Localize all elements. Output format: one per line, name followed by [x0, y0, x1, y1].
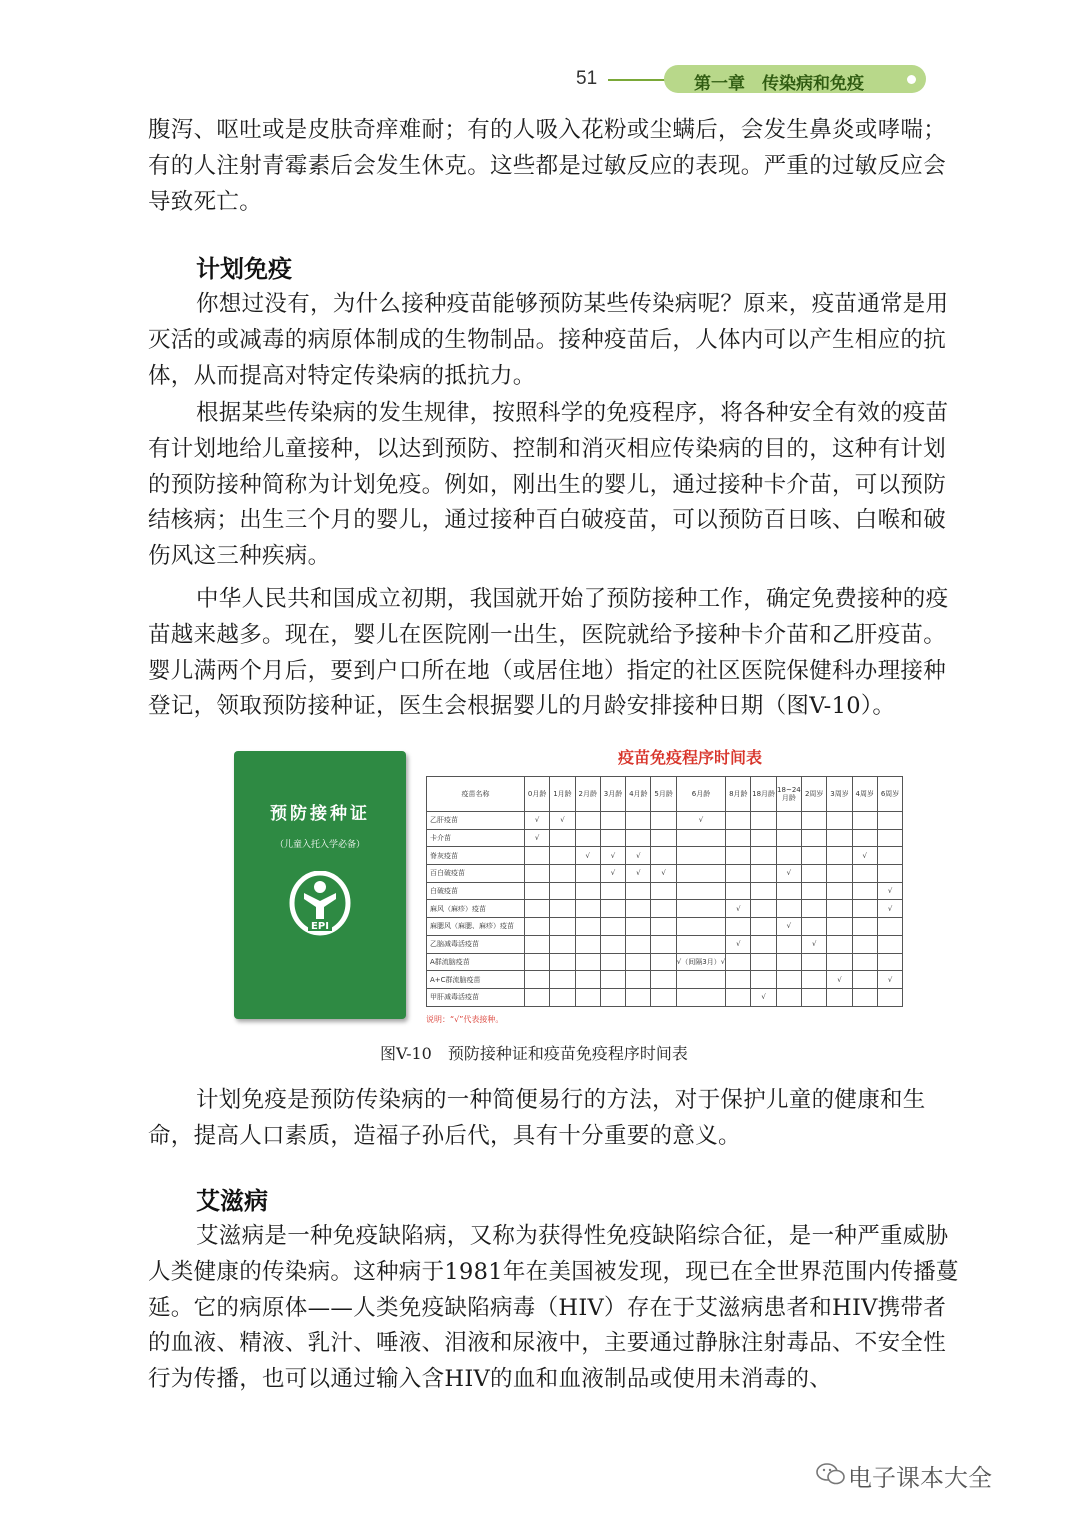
- table-row: [427, 829, 903, 847]
- schedule-cell: √: [802, 935, 827, 953]
- table-row: [427, 988, 903, 1006]
- schedule-cell: [852, 953, 877, 971]
- schedule-cell: [827, 953, 852, 971]
- schedule-cell: [600, 988, 625, 1006]
- table-body: [427, 812, 903, 1007]
- column-header: 1月龄: [550, 777, 575, 812]
- column-header: 6周岁: [877, 777, 902, 812]
- figure-v10: [228, 745, 908, 1030]
- column-header: 4周岁: [852, 777, 877, 812]
- table-row: [427, 971, 903, 989]
- schedule-cell: [827, 847, 852, 865]
- schedule-cell: [802, 988, 827, 1006]
- epi-logo-icon: [288, 871, 352, 939]
- schedule-cell: [550, 953, 575, 971]
- schedule-cell: [776, 812, 801, 830]
- schedule-cell: [726, 847, 751, 865]
- schedule-cell: [877, 988, 902, 1006]
- schedule-cell: √: [600, 847, 625, 865]
- vaccine-name-cell: 麻风（麻疹）疫苗: [427, 900, 525, 918]
- schedule-cell: [751, 918, 776, 936]
- schedule-cell: [852, 935, 877, 953]
- paragraph-aids-text: 艾滋病是一种免疫缺陷病，又称为获得性免疫缺陷综合征，是一种严重威胁人类健康的传染病。这种病于1981年在美国被发现，现已在全世界范围内传播蔓延。它的病原体——人类免疫缺陷病毒（HIV）存在于艾滋病患者和HIV携带者的血液、精液、乳汁、唾液、泪液和尿液中，主要通过静脉注射毒品、不安全性行为传播，也可以通过输入含HIV的血和血液制品或使用未消毒的、: [148, 1223, 959, 1393]
- schedule-cell: [600, 829, 625, 847]
- chapter-title: 第一章 传染病和免疫: [694, 74, 864, 94]
- schedule-cell: √: [600, 865, 625, 883]
- schedule-cell: [852, 971, 877, 989]
- schedule-cell: [827, 988, 852, 1006]
- schedule-cell: [676, 900, 725, 918]
- schedule-cell: [676, 935, 725, 953]
- table-row: [427, 865, 903, 883]
- paragraph-significance: [148, 1083, 968, 1155]
- schedule-cell: [651, 812, 676, 830]
- schedule-cell: [676, 918, 725, 936]
- schedule-cell: √（间隔3月）√: [676, 953, 725, 971]
- schedule-cell: [600, 971, 625, 989]
- schedule-cell: [877, 935, 902, 953]
- schedule-cell: [751, 900, 776, 918]
- schedule-cell: [877, 918, 902, 936]
- column-header: 18月龄: [751, 777, 776, 812]
- schedule-cell: √: [550, 812, 575, 830]
- paragraph-allergy-end: 腹泻、呕吐或是皮肤奇痒难耐；有的人吸入花粉或尘螨后，会发生鼻炎或哮喘；有的人注射青霉素后会发生休克。这些都是过敏反应的表现。严重的过敏反应会导致死亡。: [148, 117, 947, 215]
- table-row: [427, 953, 903, 971]
- schedule-cell: [751, 847, 776, 865]
- schedule-cell: [600, 812, 625, 830]
- vaccination-card-image: [234, 751, 406, 1019]
- schedule-cell: [676, 971, 725, 989]
- schedule-table-title: 疫苗免疫程序时间表: [618, 748, 763, 767]
- schedule-cell: [525, 935, 550, 953]
- vaccine-name-cell: 乙肝疫苗: [427, 812, 525, 830]
- watermark-text: 电子课本大全: [848, 1464, 992, 1492]
- schedule-cell: √: [575, 847, 600, 865]
- schedule-cell: [877, 865, 902, 883]
- schedule-cell: [575, 865, 600, 883]
- schedule-cell: [626, 988, 651, 1006]
- schedule-cell: [651, 953, 676, 971]
- schedule-cell: [626, 953, 651, 971]
- schedule-cell: √: [827, 971, 852, 989]
- schedule-cell: [726, 865, 751, 883]
- column-header: 8月龄: [726, 777, 751, 812]
- card-title: 预防接种证: [270, 804, 370, 824]
- vaccine-name-cell: 卡介苗: [427, 829, 525, 847]
- schedule-cell: [626, 882, 651, 900]
- schedule-cell: [852, 900, 877, 918]
- column-header: 0月龄: [525, 777, 550, 812]
- schedule-cell: [651, 882, 676, 900]
- schedule-cell: [726, 882, 751, 900]
- schedule-cell: [525, 971, 550, 989]
- header-divider: [608, 79, 666, 81]
- schedule-cell: [877, 829, 902, 847]
- schedule-cell: [827, 812, 852, 830]
- schedule-cell: [852, 918, 877, 936]
- vaccine-name-cell: 脊灰疫苗: [427, 847, 525, 865]
- card-subtitle: （儿童入托入学必备）: [274, 840, 365, 850]
- schedule-cell: [651, 900, 676, 918]
- schedule-cell: [550, 971, 575, 989]
- schedule-cell: [776, 988, 801, 1006]
- schedule-cell: [600, 900, 625, 918]
- column-header: 18~24月龄: [776, 777, 801, 812]
- vaccine-name-cell: 麻腮风（麻腮、麻疹）疫苗: [427, 918, 525, 936]
- schedule-cell: [676, 829, 725, 847]
- schedule-cell: [651, 971, 676, 989]
- schedule-cell: [776, 900, 801, 918]
- schedule-cell: [726, 829, 751, 847]
- schedule-cell: [726, 971, 751, 989]
- page-header: [560, 62, 930, 96]
- schedule-cell: [726, 918, 751, 936]
- schedule-cell: [575, 935, 600, 953]
- schedule-cell: [877, 812, 902, 830]
- schedule-cell: [575, 900, 600, 918]
- schedule-cell: [802, 829, 827, 847]
- dot-icon: [907, 75, 916, 84]
- schedule-cell: [550, 829, 575, 847]
- table-header-row: [427, 777, 903, 812]
- schedule-cell: [776, 847, 801, 865]
- schedule-cell: [600, 918, 625, 936]
- schedule-cell: [651, 935, 676, 953]
- heading-aids: 艾滋病: [196, 1187, 268, 1215]
- table-row: [427, 812, 903, 830]
- schedule-cell: [575, 953, 600, 971]
- vaccine-name-cell: A+C群流脑疫苗: [427, 971, 525, 989]
- column-header: 4月龄: [626, 777, 651, 812]
- schedule-cell: [852, 829, 877, 847]
- schedule-cell: [827, 865, 852, 883]
- schedule-cell: [651, 988, 676, 1006]
- figure-caption: 图V-10 预防接种证和疫苗免疫程序时间表: [380, 1044, 688, 1063]
- wechat-icon: [816, 1462, 846, 1486]
- schedule-cell: [651, 847, 676, 865]
- schedule-cell: [852, 865, 877, 883]
- schedule-cell: [827, 935, 852, 953]
- schedule-cell: [651, 918, 676, 936]
- schedule-cell: √: [776, 865, 801, 883]
- schedule-cell: [575, 882, 600, 900]
- schedule-cell: [575, 812, 600, 830]
- schedule-cell: [877, 953, 902, 971]
- schedule-cell: [802, 900, 827, 918]
- schedule-cell: [802, 971, 827, 989]
- vaccine-name-cell: A群流脑疫苗: [427, 953, 525, 971]
- paragraph-history-text: 中华人民共和国成立初期，我国就开始了预防接种工作，确定免费接种的疫苗越来越多。现在，婴儿在医院刚一出生，医院就给予接种卡介苗和乙肝疫苗。婴儿满两个月后，要到户口所在地（或居住地）指定的社区医院保健科办理接种登记，领取预防接种证，医生会根据婴儿的月龄安排接种日期（图V-10）。: [148, 586, 949, 720]
- chapter-badge: [664, 65, 926, 93]
- schedule-cell: √: [651, 865, 676, 883]
- schedule-cell: [827, 882, 852, 900]
- schedule-cell: [751, 829, 776, 847]
- schedule-cell: [776, 935, 801, 953]
- schedule-cell: [575, 829, 600, 847]
- heading-planned-immunization: 计划免疫: [196, 255, 292, 283]
- schedule-cell: [676, 882, 725, 900]
- schedule-cell: √: [877, 900, 902, 918]
- schedule-cell: [626, 900, 651, 918]
- schedule-cell: √: [676, 812, 725, 830]
- schedule-cell: [776, 882, 801, 900]
- schedule-cell: √: [877, 971, 902, 989]
- schedule-cell: [575, 988, 600, 1006]
- schedule-cell: [651, 829, 676, 847]
- vaccine-name-cell: 甲肝减毒活疫苗: [427, 988, 525, 1006]
- schedule-cell: [600, 935, 625, 953]
- table-row: [427, 847, 903, 865]
- schedule-cell: [575, 918, 600, 936]
- paragraph-history: [148, 582, 968, 725]
- schedule-cell: [852, 988, 877, 1006]
- schedule-cell: [525, 988, 550, 1006]
- paragraph-significance-text: 计划免疫是预防传染病的一种简便易行的方法，对于保护儿童的健康和生命，提高人口素质，造福子孙后代，具有十分重要的意义。: [148, 1087, 926, 1149]
- schedule-cell: [802, 812, 827, 830]
- schedule-cell: [776, 953, 801, 971]
- schedule-cell: [525, 847, 550, 865]
- schedule-cell: [802, 882, 827, 900]
- vaccine-name-cell: 百白破疫苗: [427, 865, 525, 883]
- schedule-cell: [676, 847, 725, 865]
- schedule-cell: √: [751, 988, 776, 1006]
- schedule-cell: [751, 865, 776, 883]
- paragraph-planned-immunization: [148, 396, 968, 575]
- vaccine-name-cell: 乙脑减毒活疫苗: [427, 935, 525, 953]
- table-row: [427, 900, 903, 918]
- schedule-cell: [626, 971, 651, 989]
- schedule-cell: [600, 953, 625, 971]
- paragraph-vaccine-why: [148, 287, 968, 394]
- schedule-cell: [550, 865, 575, 883]
- schedule-cell: [751, 953, 776, 971]
- schedule-cell: [751, 935, 776, 953]
- schedule-cell: [550, 918, 575, 936]
- vaccine-schedule-table: [426, 776, 903, 1007]
- schedule-cell: [550, 935, 575, 953]
- schedule-cell: [626, 935, 651, 953]
- table-row: [427, 935, 903, 953]
- schedule-cell: [525, 865, 550, 883]
- schedule-cell: √: [726, 935, 751, 953]
- paragraph-planned-immunization-text: 根据某些传染病的发生规律，按照科学的免疫程序，将各种安全有效的疫苗有计划地给儿童接种，以达到预防、控制和消灭相应传染病的目的，这种有计划的预防接种简称为计划免疫。例如，刚出生的婴儿，通过接种卡介苗，可以预防结核病；出生三个月的婴儿，通过接种百白破疫苗，可以预防百日咳、白喉和破伤风这三种疾病。: [148, 400, 949, 570]
- vaccine-name-cell: 白破疫苗: [427, 882, 525, 900]
- schedule-cell: [525, 900, 550, 918]
- schedule-cell: [802, 865, 827, 883]
- schedule-cell: [626, 918, 651, 936]
- schedule-cell: [550, 900, 575, 918]
- schedule-cell: [802, 953, 827, 971]
- schedule-cell: [525, 882, 550, 900]
- schedule-cell: √: [852, 847, 877, 865]
- paragraph-vaccine-why-text: 你想过没有，为什么接种疫苗能够预防某些传染病呢？原来，疫苗通常是用灭活的或减毒的病原体制成的生物制品。接种疫苗后，人体内可以产生相应的抗体，从而提高对特定传染病的抵抗力。: [148, 291, 949, 389]
- paragraph-aids: [148, 1219, 968, 1398]
- schedule-cell: √: [776, 918, 801, 936]
- schedule-cell: [827, 829, 852, 847]
- schedule-cell: [852, 812, 877, 830]
- table-row: [427, 918, 903, 936]
- schedule-cell: √: [626, 847, 651, 865]
- schedule-cell: [525, 918, 550, 936]
- schedule-cell: √: [525, 829, 550, 847]
- column-header: 5月龄: [651, 777, 676, 812]
- schedule-cell: √: [726, 900, 751, 918]
- schedule-cell: [525, 953, 550, 971]
- column-header: 2周岁: [802, 777, 827, 812]
- schedule-cell: [726, 953, 751, 971]
- column-header: 3月龄: [600, 777, 625, 812]
- schedule-cell: [776, 971, 801, 989]
- schedule-cell: [626, 812, 651, 830]
- schedule-cell: [726, 812, 751, 830]
- schedule-cell: [676, 865, 725, 883]
- schedule-cell: [550, 847, 575, 865]
- schedule-cell: [827, 918, 852, 936]
- schedule-cell: [726, 988, 751, 1006]
- column-header: 疫苗名称: [427, 777, 525, 812]
- schedule-cell: [751, 971, 776, 989]
- column-header: 3周岁: [827, 777, 852, 812]
- schedule-cell: [751, 882, 776, 900]
- schedule-cell: [550, 882, 575, 900]
- table-row: [427, 882, 903, 900]
- schedule-cell: [676, 988, 725, 1006]
- page-number: 51: [576, 68, 598, 89]
- schedule-cell: [802, 918, 827, 936]
- schedule-cell: [600, 882, 625, 900]
- schedule-cell: √: [626, 865, 651, 883]
- schedule-cell: [776, 829, 801, 847]
- schedule-cell: [550, 988, 575, 1006]
- schedule-cell: [626, 829, 651, 847]
- schedule-cell: [827, 900, 852, 918]
- schedule-cell: [751, 812, 776, 830]
- column-header: 2月龄: [575, 777, 600, 812]
- schedule-cell: √: [525, 812, 550, 830]
- column-header: 6月龄: [676, 777, 725, 812]
- schedule-cell: [877, 847, 902, 865]
- table-note: 说明：“√”代表接种。: [426, 1015, 504, 1024]
- schedule-cell: [575, 971, 600, 989]
- schedule-cell: [852, 882, 877, 900]
- schedule-cell: √: [877, 882, 902, 900]
- card-logo-text: EPI: [311, 921, 329, 932]
- schedule-cell: [802, 847, 827, 865]
